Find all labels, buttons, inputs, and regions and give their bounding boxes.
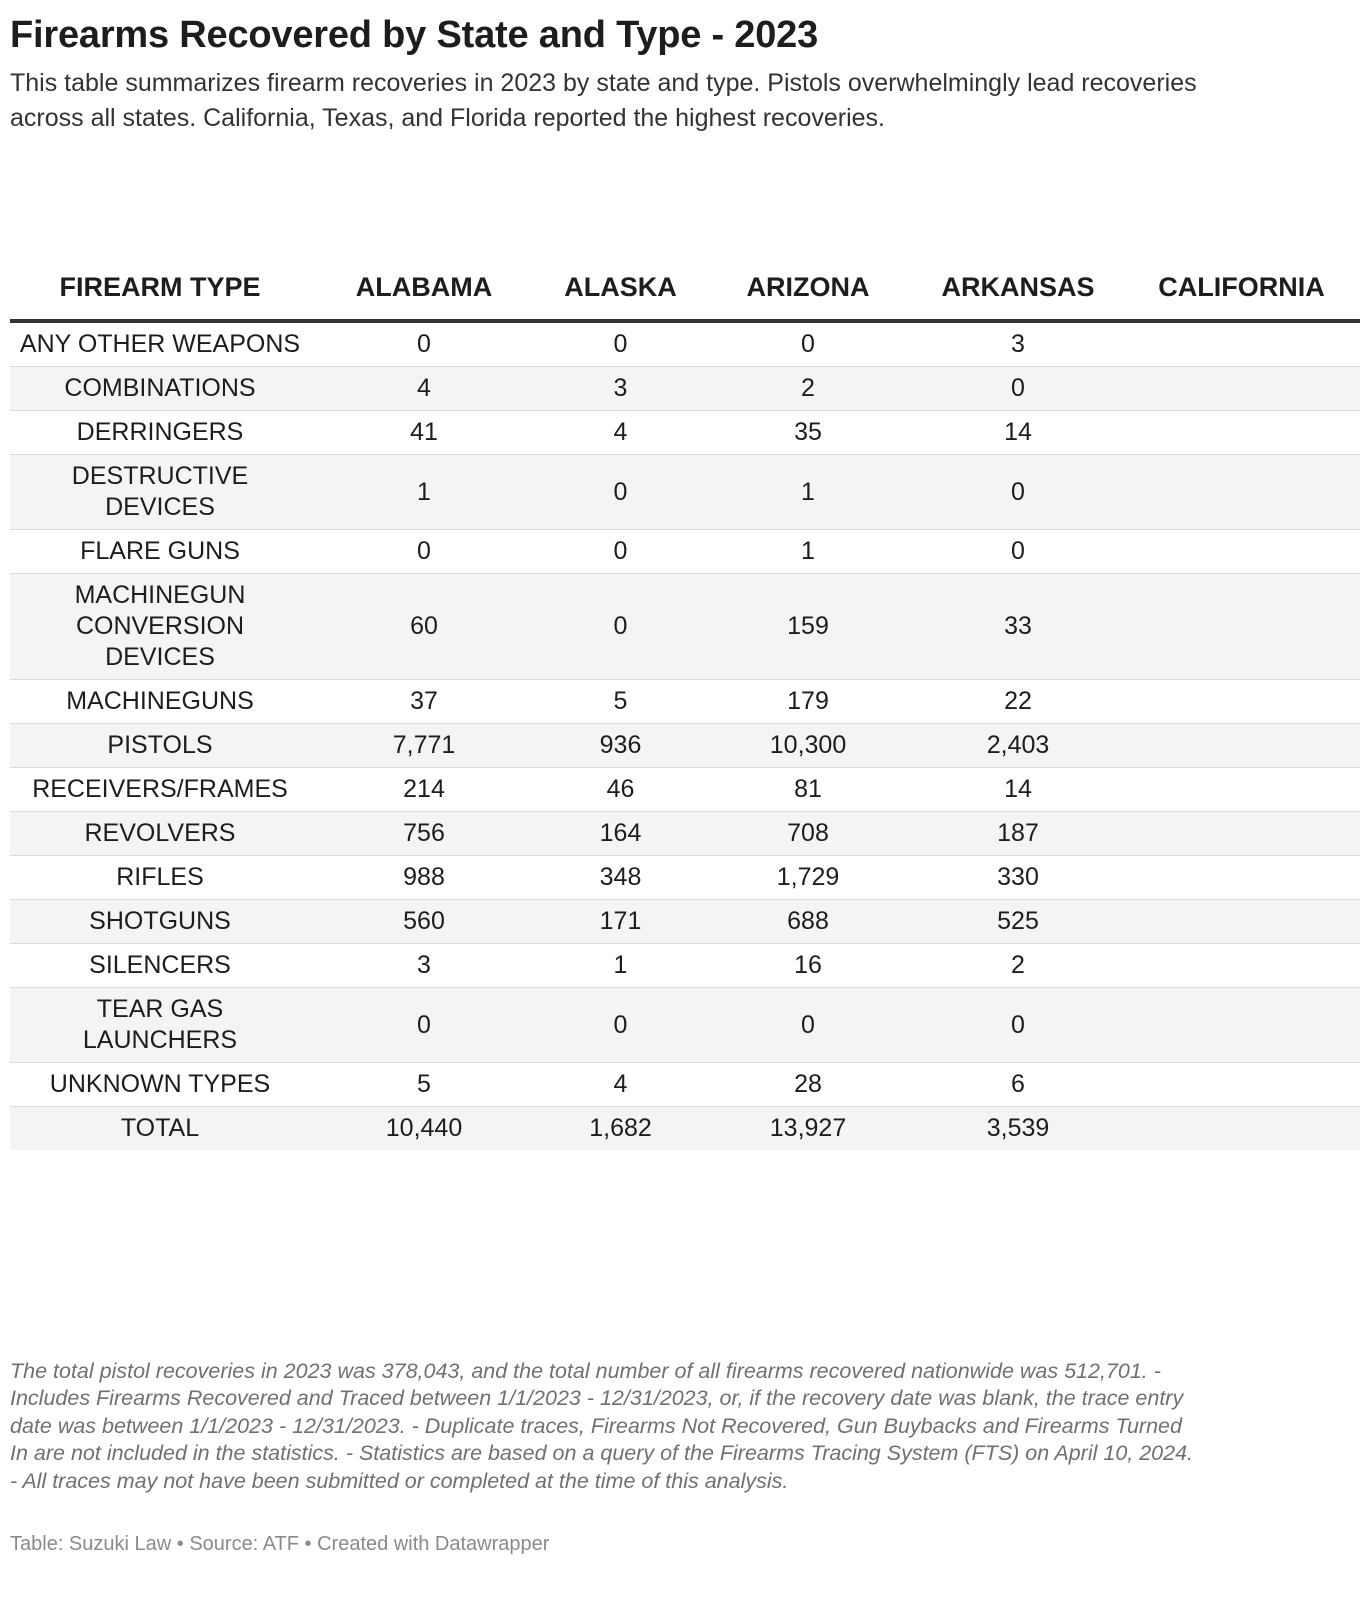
value-cell: 164	[538, 812, 703, 856]
column-header-alabama: ALABAMA	[310, 255, 538, 321]
row-label-cell: UNKNOWN TYPES	[10, 1063, 310, 1107]
value-cell: 1,729	[703, 856, 913, 900]
value-cell: 33	[913, 574, 1123, 680]
row-label-cell: SILENCERS	[10, 944, 310, 988]
value-cell: 1	[703, 455, 913, 530]
table-row	[10, 856, 1360, 900]
value-cell	[1123, 574, 1360, 680]
row-label-cell: SHOTGUNS	[10, 900, 310, 944]
value-cell: 3,539	[913, 1107, 1123, 1151]
table-row	[10, 530, 1360, 574]
value-cell: 3	[310, 944, 538, 988]
value-cell: 179	[703, 680, 913, 724]
value-cell: 0	[538, 455, 703, 530]
table-row	[10, 944, 1360, 988]
value-cell: 3	[913, 321, 1123, 367]
table-row	[10, 321, 1360, 367]
value-cell: 35	[703, 411, 913, 455]
row-label-cell: MACHINEGUNS	[10, 680, 310, 724]
value-cell: 0	[538, 988, 703, 1063]
value-cell	[1123, 724, 1360, 768]
table-row	[10, 988, 1360, 1063]
value-cell: 10,300	[703, 724, 913, 768]
table-row	[10, 812, 1360, 856]
value-cell: 13,927	[703, 1107, 913, 1151]
value-cell	[1123, 812, 1360, 856]
value-cell: 1,682	[538, 1107, 703, 1151]
value-cell: 0	[538, 321, 703, 367]
value-cell: 756	[310, 812, 538, 856]
row-label-cell: TOTAL	[10, 1107, 310, 1151]
row-label-cell: DESTRUCTIVE DEVICES	[10, 455, 310, 530]
value-cell: 0	[703, 988, 913, 1063]
value-cell: 348	[538, 856, 703, 900]
value-cell: 0	[310, 530, 538, 574]
value-cell: 525	[913, 900, 1123, 944]
value-cell: 10,440	[310, 1107, 538, 1151]
value-cell: 2,403	[913, 724, 1123, 768]
column-header-alaska: ALASKA	[538, 255, 703, 321]
value-cell	[1123, 944, 1360, 988]
value-cell: 5	[538, 680, 703, 724]
value-cell: 0	[913, 530, 1123, 574]
table-body	[10, 321, 1360, 1150]
row-label-cell: DERRINGERS	[10, 411, 310, 455]
table-row	[10, 574, 1360, 680]
value-cell: 2	[703, 367, 913, 411]
value-cell	[1123, 856, 1360, 900]
value-cell: 2	[913, 944, 1123, 988]
row-label-cell: RECEIVERS/FRAMES	[10, 768, 310, 812]
value-cell: 0	[703, 321, 913, 367]
column-header-arizona: ARIZONA	[703, 255, 913, 321]
value-cell: 0	[310, 321, 538, 367]
table-container	[10, 255, 1325, 1360]
row-label-cell: COMBINATIONS	[10, 367, 310, 411]
column-header-arkansas: ARKANSAS	[913, 255, 1123, 321]
value-cell: 4	[538, 411, 703, 455]
value-cell: 171	[538, 900, 703, 944]
row-label-cell: TEAR GAS LAUNCHERS	[10, 988, 310, 1063]
value-cell: 0	[913, 455, 1123, 530]
value-cell: 988	[310, 856, 538, 900]
table-notes: The total pistol recoveries in 2023 was 378,043, and the total number of all firearms recovered nationwide was 512,701. - Includes Firearms Recovered and Traced between 1/1/2023 - 12/31/2023, or, if the recovery date was blank, the trace entry date was between 1/1/2023 - 12/31/2023. - Duplicate traces, Firearms Not Recovered, Gun Buybacks and Firearms Turned In are not included in the statistics. - Statistics are based on a query of the Firearms Tracing System (FTS) on April 10, 2024. - All traces may not have been submitted or completed at the time of this analysis.	[10, 1359, 1194, 1493]
row-label-cell: MACHINEGUN CONVERSION DEVICES	[10, 574, 310, 680]
value-cell: 0	[538, 530, 703, 574]
value-cell: 4	[310, 367, 538, 411]
value-cell	[1123, 680, 1360, 724]
column-header-california: CALIFORNIA	[1123, 255, 1360, 321]
chart-title: Firearms Recovered by State and Type - 2023	[10, 14, 819, 56]
value-cell	[1123, 1063, 1360, 1107]
value-cell: 560	[310, 900, 538, 944]
value-cell: 6	[913, 1063, 1123, 1107]
value-cell: 37	[310, 680, 538, 724]
table-row	[10, 367, 1360, 411]
value-cell	[1123, 321, 1360, 367]
value-cell: 0	[913, 988, 1123, 1063]
row-label-cell: RIFLES	[10, 856, 310, 900]
value-cell: 1	[538, 944, 703, 988]
value-cell: 0	[310, 988, 538, 1063]
table-row	[10, 680, 1360, 724]
table-header-row	[10, 255, 1360, 321]
value-cell	[1123, 455, 1360, 530]
data-table	[10, 255, 1360, 1150]
value-cell: 22	[913, 680, 1123, 724]
value-cell: 3	[538, 367, 703, 411]
value-cell: 7,771	[310, 724, 538, 768]
value-cell: 81	[703, 768, 913, 812]
row-label-cell: ANY OTHER WEAPONS	[10, 321, 310, 367]
value-cell: 41	[310, 411, 538, 455]
table-row	[10, 1107, 1360, 1151]
value-cell: 5	[310, 1063, 538, 1107]
table-row	[10, 724, 1360, 768]
value-cell: 60	[310, 574, 538, 680]
value-cell: 0	[538, 574, 703, 680]
chart-subtitle: This table summarizes firearm recoveries in 2023 by state and type. Pistols overwhelmingly lead recoveries across all states. California, Texas, and Florida reported the highest recoveries.	[10, 69, 1197, 132]
value-cell: 16	[703, 944, 913, 988]
value-cell: 4	[538, 1063, 703, 1107]
value-cell	[1123, 768, 1360, 812]
table-row	[10, 900, 1360, 944]
value-cell: 0	[913, 367, 1123, 411]
value-cell	[1123, 530, 1360, 574]
column-header-firearm-type: FIREARM TYPE	[10, 255, 310, 321]
value-cell: 936	[538, 724, 703, 768]
value-cell: 708	[703, 812, 913, 856]
value-cell: 187	[913, 812, 1123, 856]
value-cell: 159	[703, 574, 913, 680]
value-cell: 1	[703, 530, 913, 574]
value-cell: 46	[538, 768, 703, 812]
value-cell: 1	[310, 455, 538, 530]
row-label-cell: FLARE GUNS	[10, 530, 310, 574]
table-row	[10, 1063, 1360, 1107]
value-cell: 14	[913, 768, 1123, 812]
row-label-cell: PISTOLS	[10, 724, 310, 768]
value-cell	[1123, 411, 1360, 455]
value-cell: 28	[703, 1063, 913, 1107]
table-row	[10, 768, 1360, 812]
table-row	[10, 411, 1360, 455]
value-cell: 330	[913, 856, 1123, 900]
value-cell	[1123, 988, 1360, 1063]
table-footer: Table: Suzuki Law • Source: ATF • Created with Datawrapper	[10, 1533, 550, 1555]
table-row	[10, 455, 1360, 530]
value-cell: 14	[913, 411, 1123, 455]
value-cell	[1123, 367, 1360, 411]
value-cell	[1123, 1107, 1360, 1151]
value-cell	[1123, 900, 1360, 944]
row-label-cell: REVOLVERS	[10, 812, 310, 856]
value-cell: 688	[703, 900, 913, 944]
value-cell: 214	[310, 768, 538, 812]
